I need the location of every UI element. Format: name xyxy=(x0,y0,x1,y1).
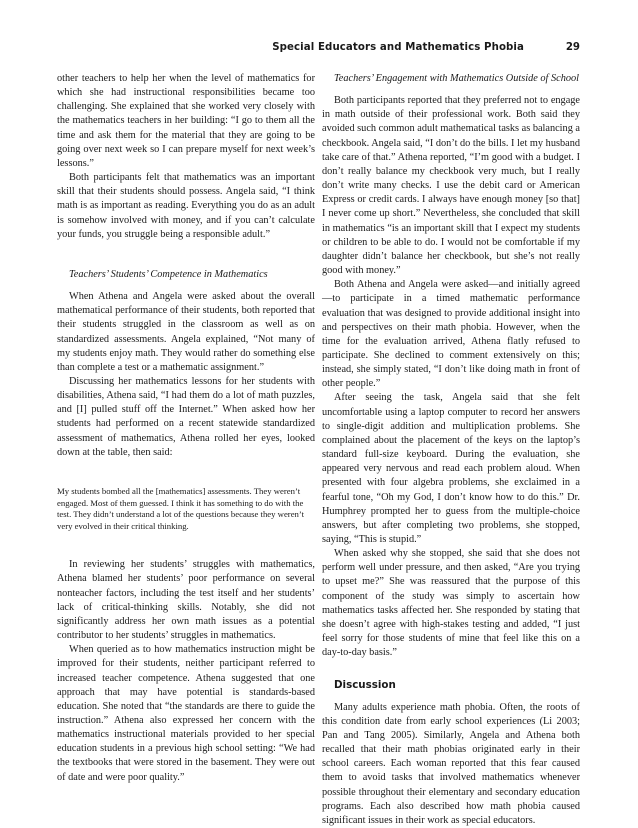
subsection-heading: Teachers’ Engagement with Mathematics Outside of School xyxy=(334,73,579,84)
body-paragraph: Both participants felt that mathematics was an important skill that their students should possess. Angela said, “I think math is as important as reading. Everything you do as an adult is somehow involved with money, and if you can’t calculate your funds, you struggle being a responsible adult.” xyxy=(57,172,315,240)
block-quote: My students bombed all the [mathematics] assessments. They weren’t engaged. Most of them guessed. I think it has something to do with the test. They didn’t understand a lot of the questions because they weren’t very evolved in their critical thinking. xyxy=(57,485,305,531)
body-paragraph: In reviewing her students’ struggles with mathematics, Athena blamed her students’ poor performance on several nonteacher factors, including the test itself and her students’ lack of critical-thinking skills. Notably, she did not significantly address her own math issues as a potential contributor to her students’ struggles in mathematics. xyxy=(57,559,315,642)
body-paragraph: Many adults experience math phobia. Often, the roots of this condition date from early school experiences (Li 2003; Pan and Tang 2005). Similarly, Angela and Athena both recalled that their math phobias originated early in their school careers. Each woman reported that this fear caused them to avoid tasks that involved mathematics whenever possible throughout their elementary and secondary education programs. Each also described how math phobia caused significant issues in their work as special educators. xyxy=(322,701,580,826)
body-paragraph: When asked why she stopped, she said that she does not perform well under pressure, and then asked, “Are you trying to upset me?” She was reassured that the purpose of this component of the study was simply to ascertain how mathematics tasks affected her. She responded by stating that she doesn’t agree with high-stakes testing and added, “I just feel sorry for those students of mine that feel like this on a day-to-day basis.” xyxy=(322,548,580,659)
right-column xyxy=(322,72,580,828)
body-paragraph: other teachers to help her when the level of mathematics for which she had instructional responsibilities became too challenging. She explained that she worked very closely with the mathematics teachers in her building: “I go to them all the time and ask them for the material that they are going to be going over next week so I can prepare myself for next week’s lessons.” xyxy=(57,73,315,169)
running-head: Special Educators and Mathematics Phobia xyxy=(272,42,524,53)
page-header xyxy=(0,42,580,60)
body-paragraph: When queried as to how mathematics instruction might be improved for their students, neither participant referred to increased teacher competence. Athena suggested that one approach that may have potential is standards-based education. She noted that “the standards are there to guide the instruction.” Athena also expressed her concern with the mathematics instructional materials provided to her special education students in a previous high school setting: “We had the textbooks that were stored in the basement. They were out of date and were poor quality.” xyxy=(57,644,315,783)
body-paragraph: After seeing the task, Angela said that she felt uncomfortable using a laptop computer to record her answers to single-digit addition and multiplication problems. She complained about the placement of the keys on the laptop’s standard full-size keyboard. During the evaluation, she appeared very nervous and read each problem aloud. When presented with four algebra problems, she exclaimed in a fearful tone, “Oh my God, I don’t know how to do this.” Dr. Humphrey prompted her to guess from the multiple-choice answers, but after completing two problems, she stopped, saying, “This is stupid.” xyxy=(322,392,580,545)
body-paragraph: Both participants reported that they preferred not to engage in math outside of their professional work. Both said they avoided such common adult mathematical tasks as balancing a checkbook. Angela said, “I don’t do the bills. I let my husband take care of that.” Athena reported, “I’m good with a budget. I don’t really balance my checkbook very much, but I really don’t write many checks. I use the debit card or American Express or credit cards. I always have enough money [so that] I never come up short.” Nevertheless, she concluded that skill in mathematics “is an important skill that I expect my students or children to be able to do. I would not be comfortable if my daughter didn’t balance her checkbook, but she’s not really good with money.” xyxy=(322,95,580,277)
left-column xyxy=(57,72,315,785)
body-paragraph: Discussing her mathematics lessons for her students with disabilities, Athena said, “I had them do a lot of math puzzles, and [I] pulled stuff off the Internet.” When asked how her students had performed on a recent statewide standardized assessment of mathematics, Athena rolled her eyes, looked down at the table, then said: xyxy=(57,375,315,458)
subsection-heading: Teachers’ Students’ Competence in Mathematics xyxy=(69,268,268,280)
body-paragraph: When Athena and Angela were asked about the overall mathematical performance of their students, both reported that their students struggled in the classroom as well as on standardized assessments. Angela explained, “Not many of my students enjoy math. They would rather do something else than complete a test or a mathematic assignment.” xyxy=(57,291,315,373)
section-heading: Discussion xyxy=(334,679,396,692)
page-number: 29 xyxy=(565,42,580,53)
body-paragraph: Both Athena and Angela were asked—and initially agreed—to participate in a timed mathematic performance evaluation that was designed to provide additional insight into and perspectives on their math phobia. However, when the time for the evaluation arrived, Athena flatly refused to participate. She declined to comment extensively on this; instead, she simply stated, “I don’t like doing math in front of other people.” xyxy=(322,279,580,390)
